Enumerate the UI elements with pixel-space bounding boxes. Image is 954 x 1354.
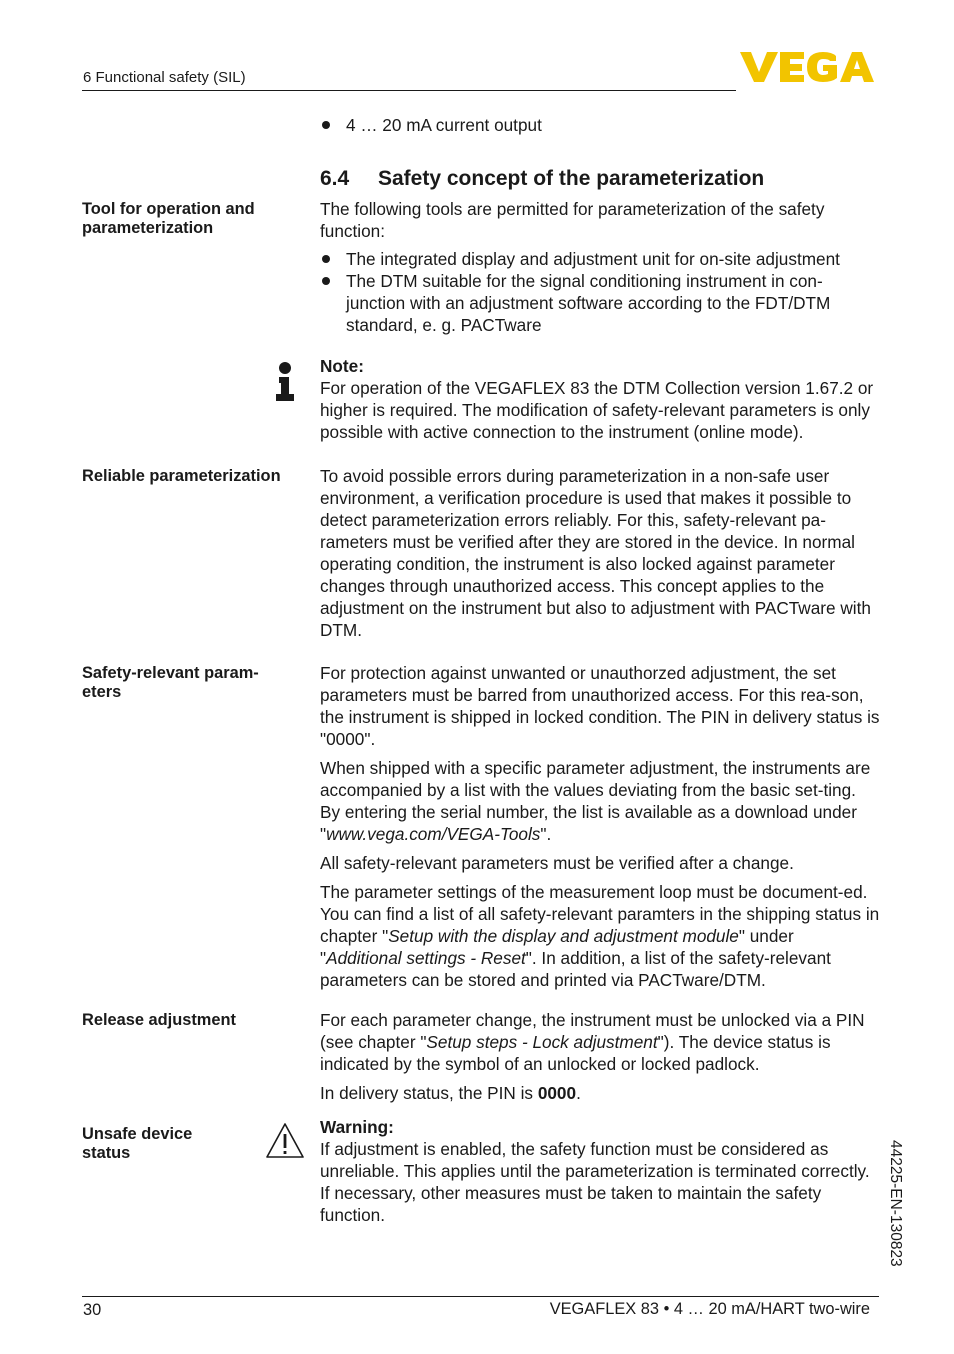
tools-block [320, 198, 880, 336]
note-block [320, 355, 880, 443]
vega-tools-link: www.vega.com/VEGA-Tools [326, 824, 541, 844]
release-p2: In delivery status, the PIN is 0000. [320, 1083, 581, 1103]
sidebar-label-tools: Tool for operation and parameterization [82, 200, 255, 237]
safety-params-p1: For protection against unwanted or unauthorzed adjustment, the set parameters must be barred from unauthorized access. For this rea-son, the instrument is shipped in locked condition. The PIN in delivery status is "0000". [320, 663, 880, 749]
document-id-text: 44225-EN-130823 [887, 1140, 904, 1267]
document-id [878, 1140, 908, 1290]
release-block [320, 1009, 880, 1104]
chapter-reference: Additional settings - Reset [326, 948, 526, 968]
sidebar-label-unsafe: Unsafe device status [82, 1125, 193, 1162]
warning-title: Warning: [320, 1117, 394, 1137]
section-heading [320, 166, 764, 192]
warning-block [320, 1116, 872, 1226]
sidebar-label-safety-params: Safety-relevant param-eters [82, 664, 259, 701]
section-title: Safety concept of the parameterization [378, 167, 765, 190]
vega-logo-graphic [740, 50, 874, 84]
pin-value: 0000 [537, 1083, 577, 1103]
footer-title: VEGAFLEX 83 • 4 … 20 mA/HART two-wire [549, 1300, 870, 1318]
tools-list [320, 248, 880, 336]
safety-params-p2: When shipped with a specific parameter adjustment, the instruments are accompanied by a list with the values deviating from the basic set-ting. By entering the serial number, the list is available as a download under "www.vega.com/VEGA-Tools". [320, 758, 871, 844]
safety-params-block [320, 662, 880, 991]
warning-text: If adjustment is enabled, the safety function must be considered as unreliable. This applies until the parameterization is terminated correctly. If necessary, other measures must be taken to maintain the safety function. [320, 1139, 870, 1225]
tools-intro: The following tools are permitted for parameterization of the safety function: [320, 199, 825, 241]
reliable-block [320, 465, 880, 641]
info-icon-graphic [274, 362, 296, 402]
list-item: The integrated display and adjustment unit for on-site adjustment [320, 248, 880, 270]
safety-params-p3: All safety-relevant parameters must be verified after a change. [320, 853, 794, 873]
chapter-reference: Setup with the display and adjustment module [388, 926, 739, 946]
header-section-title: 6 Functional safety (SIL) [83, 69, 246, 86]
sidebar-label-release: Release adjustment [82, 1011, 236, 1029]
vega-logo [740, 50, 874, 84]
footer-rule [82, 1296, 879, 1297]
header-rule [82, 90, 736, 91]
list-item: 4 … 20 mA current output [320, 114, 880, 136]
chapter-reference: Setup steps - Lock adjustment [426, 1032, 658, 1052]
warning-triangle-graphic [265, 1122, 305, 1160]
page-number: 30 [83, 1301, 102, 1319]
release-p1: For each parameter change, the instrument must be unlocked via a PIN (see chapter "Setup steps - Lock adjustment"). The device status is indicated by the symbol of an unlocked or locked padlock. [320, 1010, 865, 1074]
note-text: For operation of the VEGAFLEX 83 the DTM Collection version 1.67.2 or higher is required. The modification of safety-relevant parameters is only possible with active connection to the instrument (online mode). [320, 378, 874, 442]
sidebar-label-reliable: Reliable parameterization [82, 467, 281, 485]
section-number: 6.4 [320, 167, 350, 190]
info-icon [274, 362, 296, 402]
reliable-text: To avoid possible errors during parameterization in a non-safe user environment, a verification procedure is used that makes it possible to detect parameterization errors reliably. For this, safety-relevant pa-rameters must be verified after they are stored in the device. In normal operating condition, the instrument is also locked against parameter changes through unauthorized access. This concept applies to the adjustment on the instrument but also to adjustment with PACTware with DTM. [320, 466, 871, 640]
warning-triangle-icon [265, 1122, 305, 1160]
list-item: The DTM suitable for the signal conditioning instrument in con-junction with an adjustment software according to the FDT/DTM standard, e. g. PACTware [320, 270, 880, 336]
safety-params-p4: The parameter settings of the measurement loop must be document-ed. You can find a list of all safety-relevant paramters in the shipping status in chapter "Setup with the display and adjustment module" under "Additional settings - Reset". In addition, a list of the safety-relevant parameters can be stored and printed via PACTware/DTM. [320, 882, 880, 990]
top-bullet-list [320, 114, 880, 136]
note-title: Note: [320, 356, 364, 376]
